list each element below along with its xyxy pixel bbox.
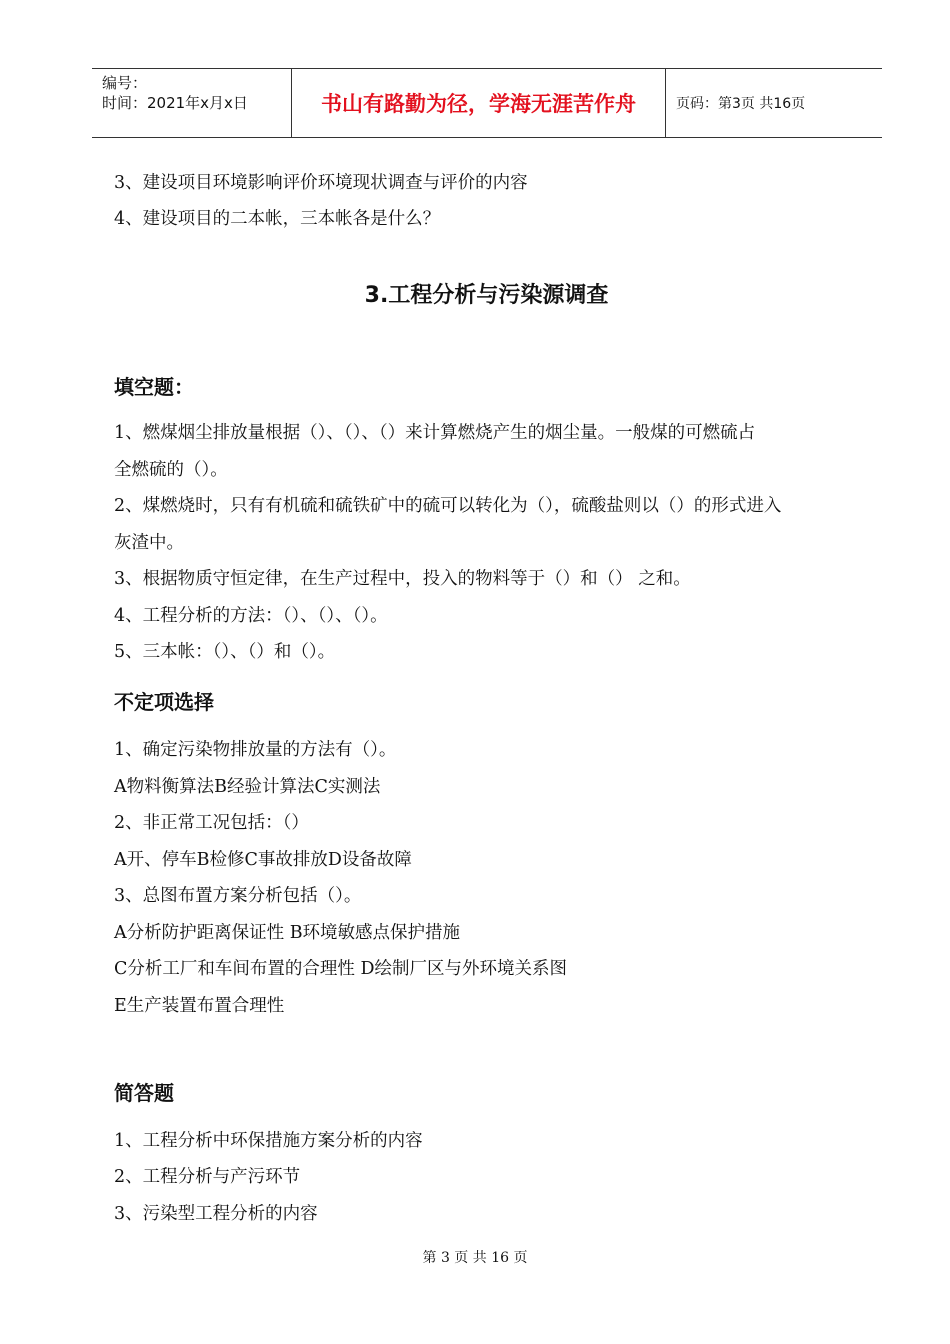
header-motto: 书山有路勤为径，学海无涯苦作舟: [292, 69, 666, 137]
chapter-title: 3.工程分析与污染源调查: [364, 283, 609, 308]
choice-line: A物料衡算法B经验计算法C实测法: [114, 777, 381, 797]
short-line: 1、工程分析中环保措施方案分析的内容: [114, 1131, 423, 1151]
short-line: 3、污染型工程分析的内容: [114, 1204, 318, 1224]
choice-heading: 不定项选择: [114, 690, 214, 714]
page-label: 页码：第3页 共16页: [676, 96, 806, 112]
fill-line: 4、工程分析的方法：（）、（）、（）。: [114, 606, 388, 626]
fill-line: 2、煤燃烧时，只有有机硫和硫铁矿中的硫可以转化为（），硫酸盐则以（）的形式进入: [114, 496, 782, 516]
fill-line: 全燃硫的（）。: [114, 460, 228, 480]
choice-line: A开、停车B检修C事故排放D设备故障: [114, 850, 412, 870]
fill-line: 1、燃煤烟尘排放量根据（）、（）、（）来计算燃烧产生的烟尘量。一般煤的可燃硫占: [114, 423, 756, 443]
header-page: [666, 69, 882, 137]
fill-heading: 填空题：: [114, 375, 194, 399]
intro-item: 4、建设项目的二本帐，三本帐各是什么？: [114, 209, 441, 229]
choice-line: 2、非正常工况包括：（）: [114, 813, 309, 833]
short-heading: 简答题: [114, 1081, 174, 1105]
fill-line: 5、三本帐：（）、（）和（）。: [114, 642, 336, 662]
short-line: 2、工程分析与产污环节: [114, 1167, 301, 1187]
intro-item: 3、建设项目环境影响评价环境现状调查与评价的内容: [114, 173, 528, 193]
choice-line: 3、总图布置方案分析包括（）。: [114, 886, 362, 906]
fill-line: 灰渣中。: [114, 533, 184, 553]
fill-line: 3、根据物质守恒定律，在生产过程中，投入的物料等于（）和（） 之和。: [114, 569, 691, 589]
choice-line: 1、确定污染物排放量的方法有（）。: [114, 740, 397, 760]
header-meta: [92, 69, 292, 137]
code-label: 编号：: [102, 74, 148, 92]
page-header: [92, 68, 882, 138]
page-footer: 第 3 页 共 16 页: [422, 1250, 528, 1266]
choice-line: E生产装置布置合理性: [114, 996, 285, 1016]
choice-line: A分析防护距离保证性 B环境敏感点保护措施: [114, 923, 461, 943]
time-label: 时间：2021年x月x日: [102, 94, 248, 112]
choice-line: C分析工厂和车间布置的合理性 D绘制厂区与外环境关系图: [114, 959, 567, 979]
